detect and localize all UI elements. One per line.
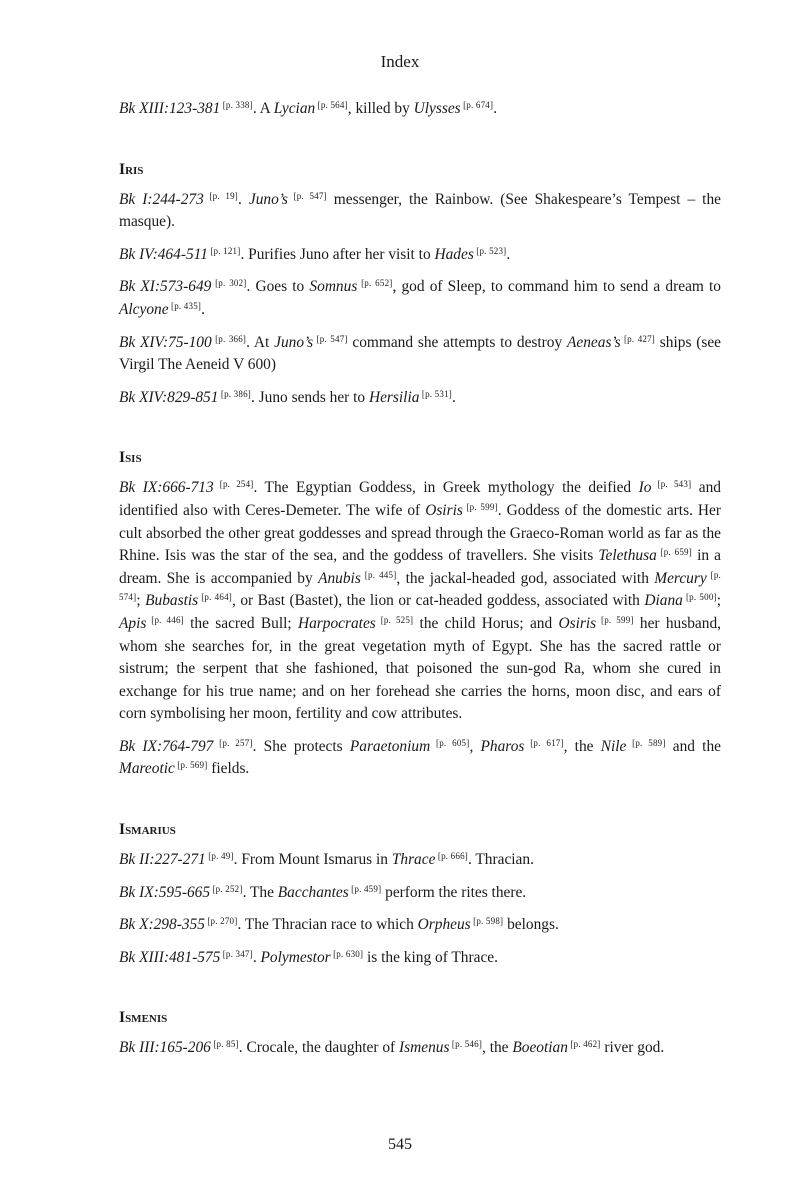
index-section-continued <box>119 98 721 121</box>
cross-reference-name: Diana <box>644 592 683 610</box>
entry-text: is the king of Thrace. <box>363 948 498 966</box>
book-reference: Bk X:298-355 <box>119 916 205 934</box>
section-title: Ismarius <box>119 821 176 839</box>
page-ref: [p. 547] <box>313 333 348 344</box>
entry-text: and the <box>665 737 721 755</box>
section-title: Isis <box>119 449 142 467</box>
cross-reference-name: Nile <box>600 737 627 755</box>
entry-text: , god of Sleep, to command him to send a dream to <box>392 278 721 296</box>
book-reference: Bk XIV:829-851 <box>119 388 219 406</box>
entry-text: . She protects <box>252 737 350 755</box>
entry-text: ; <box>716 592 721 610</box>
book-reference: Bk XIII:481-575 <box>119 948 221 966</box>
cross-reference-name: Thrace <box>391 851 436 869</box>
cross-reference-name: Hersilia <box>368 388 420 406</box>
book-reference: Bk IX:764-797 <box>119 737 214 755</box>
index-entry <box>119 849 721 872</box>
page-ref: [p. 257] <box>213 737 253 748</box>
entry-text: . Crocale, the daughter of <box>238 1039 400 1057</box>
index-entry <box>119 332 721 377</box>
entry-text: ; <box>136 592 146 610</box>
entry-text: messenger, the Rainbow. (See Shakespeare’s Tempest – the masque). <box>119 190 721 231</box>
entry-text: . From Mount Ismarus in <box>233 851 392 869</box>
cross-reference-name: Pharos <box>480 737 525 755</box>
cross-reference-name: Ulysses <box>413 100 461 117</box>
page-ref: [p. 589] <box>626 737 666 748</box>
index-entry <box>119 189 721 234</box>
page-ref: [p. 121] <box>207 245 241 256</box>
page-ref: [p. 252] <box>210 883 243 894</box>
book-reference: Bk II:227-271 <box>119 851 206 869</box>
page-ref: [p. 630] <box>330 948 364 959</box>
page-ref: [p. 446] <box>146 614 184 625</box>
cross-reference-name: Orpheus <box>417 916 471 934</box>
page-ref: [p. 531] <box>419 388 452 399</box>
page-ref: [p. 386] <box>218 388 251 399</box>
index-entry <box>119 98 721 121</box>
entry-text: . Juno sends her to <box>250 388 369 406</box>
page-ref: [p. 543] <box>651 479 692 490</box>
page-ref: [p. 617] <box>524 737 564 748</box>
index-entry <box>119 276 721 321</box>
page-ref: [p. 674] <box>460 100 494 110</box>
book-reference: Bk IX:595-665 <box>119 883 211 901</box>
entry-text: . <box>493 100 498 117</box>
entry-text: her husband, whom she searches for, in the great vegetation myth of Egypt. She has the sacred rattle or sistrum; the serpent that she fashioned, that poisoned the sun-god Ra, whom she cured in exchange for his true name; and on her forehead she carries the horns, moon disc, and ears of corn symbolising her moon, fertility and cow attributes. <box>119 614 722 723</box>
cross-reference-name: Bubastis <box>145 592 199 610</box>
entry-text: . <box>237 190 249 208</box>
entry-text: ships (see Virgil The Aeneid V 600) <box>119 333 722 374</box>
cross-reference-name: Paraetonium <box>349 737 431 755</box>
page-ref: [p. 445] <box>360 569 397 580</box>
cross-reference-name: Juno’s <box>248 190 288 208</box>
page-ref: [p. 605] <box>430 737 470 748</box>
entry-text: , killed by <box>347 100 414 117</box>
page-number: 545 <box>388 1136 412 1153</box>
entry-text: , the <box>563 737 601 755</box>
index-entry <box>119 947 721 970</box>
page-ref: [p. 547] <box>287 190 327 201</box>
entry-text: . Goddess of the domestic arts. Her cult absorbed the other great goddesses and spread through the Graeco-Roman world as far as the Rhine. Isis was the star of the sea, and the goddess of travellers. She visits <box>119 501 722 565</box>
page-ref: [p. 666] <box>435 851 468 862</box>
cross-reference-name: Osiris <box>558 614 597 632</box>
book-reference: Bk XIII:123-381 <box>119 100 221 117</box>
cross-reference-name: Mercury <box>654 569 707 587</box>
page-ref: [p. 546] <box>449 1039 483 1050</box>
page-ref: [p. 270] <box>204 916 238 927</box>
index-section-ismenis <box>119 1007 721 1060</box>
cross-reference-name: Lycian <box>273 100 316 117</box>
page-ref: [p. 459] <box>348 883 382 894</box>
cross-reference-name: Telethusa <box>598 547 657 565</box>
cross-reference-name: Hades <box>434 245 474 263</box>
index-section-iris <box>119 159 721 410</box>
entry-text: the sacred Bull; <box>183 614 298 632</box>
entry-text: . <box>451 388 456 406</box>
entry-text: . At <box>246 333 275 351</box>
book-reference: Bk IX:666-713 <box>119 479 214 497</box>
page-ref: [p. 598] <box>470 916 504 927</box>
page-ref: [p. 564] <box>315 100 348 110</box>
page-ref: [p. 347] <box>220 948 253 959</box>
entry-text: perform the rites there. <box>381 883 527 901</box>
entry-text: . Thracian. <box>467 851 534 869</box>
entry-text: . Goes to <box>246 278 310 296</box>
index-entry <box>119 477 721 726</box>
index-section-isis <box>119 447 721 781</box>
cross-reference-name: Bacchantes <box>277 883 349 901</box>
page-ref: [p. 366] <box>211 333 247 344</box>
entry-text: , <box>469 737 481 755</box>
page-ref: [p. 523] <box>473 245 507 256</box>
page-ref: [p. 464] <box>198 592 232 603</box>
cross-reference-name: Osiris <box>425 501 463 519</box>
page-ref: [p. 302] <box>211 278 247 289</box>
page-ref: [p. 254] <box>213 479 254 490</box>
entry-text: . <box>506 245 511 263</box>
cross-reference-name: Anubis <box>318 569 361 587</box>
cross-reference-name: Io <box>638 479 652 497</box>
entry-text: . <box>201 300 205 318</box>
cross-reference-name: Alcyone <box>119 300 169 318</box>
index-entry <box>119 387 721 410</box>
cross-reference-name: Somnus <box>309 278 358 296</box>
book-reference: Bk XIV:75-100 <box>119 333 212 351</box>
page-ref: [p. 599] <box>596 614 634 625</box>
entry-text: . <box>252 948 261 966</box>
entry-text: . The Thracian race to which <box>237 916 418 934</box>
cross-reference-name: Polymestor <box>260 948 331 966</box>
index-entry <box>119 736 721 781</box>
section-title: Iris <box>119 160 144 178</box>
page-ref: [p. 338] <box>220 100 253 110</box>
page-ref: [p. 569] <box>174 760 208 771</box>
entry-text: . Purifies Juno after her visit to <box>240 245 435 263</box>
page-ref: [p. 462] <box>567 1039 601 1050</box>
page-ref: [p. 435] <box>168 300 202 311</box>
entry-text: . The <box>242 883 278 901</box>
cross-reference-name: Boeotian <box>512 1039 568 1057</box>
cross-reference-name: Aeneas’s <box>566 333 621 351</box>
page-ref: [p. 599] <box>462 501 498 512</box>
page-ref: [p. 659] <box>656 547 692 558</box>
entry-text: the child Horus; and <box>413 614 559 632</box>
book-reference: Bk IV:464-511 <box>119 245 208 263</box>
entry-text: in a dream. She is accompanied by <box>119 547 722 587</box>
entry-text: and identified also with Ceres-Demeter. The wife of <box>119 479 721 519</box>
page-ref: [p. 427] <box>620 333 655 344</box>
book-reference: Bk III:165-206 <box>119 1039 211 1057</box>
cross-reference-name: Apis <box>119 614 147 632</box>
index-entry <box>119 882 721 905</box>
page-ref: [p. 652] <box>357 278 393 289</box>
page-ref: [p. 49] <box>205 851 234 862</box>
index-entry <box>119 914 721 937</box>
book-reference: Bk XI:573-649 <box>119 278 212 296</box>
entry-text: . The Egyptian Goddess, in Greek mythology the deified <box>253 479 639 497</box>
cross-reference-name: Mareotic <box>119 760 175 778</box>
index-content <box>119 98 721 1060</box>
page-ref: [p. 525] <box>375 614 414 625</box>
index-section-ismarius <box>119 819 721 969</box>
entry-text: , the <box>482 1039 513 1057</box>
entry-text: command she attempts to destroy <box>347 333 567 351</box>
index-entry <box>119 244 721 267</box>
cross-reference-name: Harpocrates <box>297 614 376 632</box>
entry-text: , or Bast (Bastet), the lion or cat-headed goddess, associated with <box>231 592 645 610</box>
page-ref: [p. 500] <box>682 592 717 603</box>
entry-text: , the jackal-headed god, associated with <box>396 569 655 587</box>
index-entry <box>119 1037 721 1060</box>
page-ref: [p. 85] <box>210 1039 239 1050</box>
entry-text: belongs. <box>503 916 559 934</box>
page-ref: [p. 19] <box>203 190 238 201</box>
section-title: Ismenis <box>119 1009 168 1027</box>
cross-reference-name: Juno’s <box>274 333 314 351</box>
entry-text: river god. <box>600 1039 665 1057</box>
running-head: Index <box>380 52 420 71</box>
entry-text: fields. <box>207 760 250 778</box>
cross-reference-name: Ismenus <box>399 1039 450 1057</box>
book-reference: Bk I:244-273 <box>119 190 204 208</box>
entry-text: . A <box>252 100 274 117</box>
page-ref: [p. 574] <box>119 569 722 603</box>
